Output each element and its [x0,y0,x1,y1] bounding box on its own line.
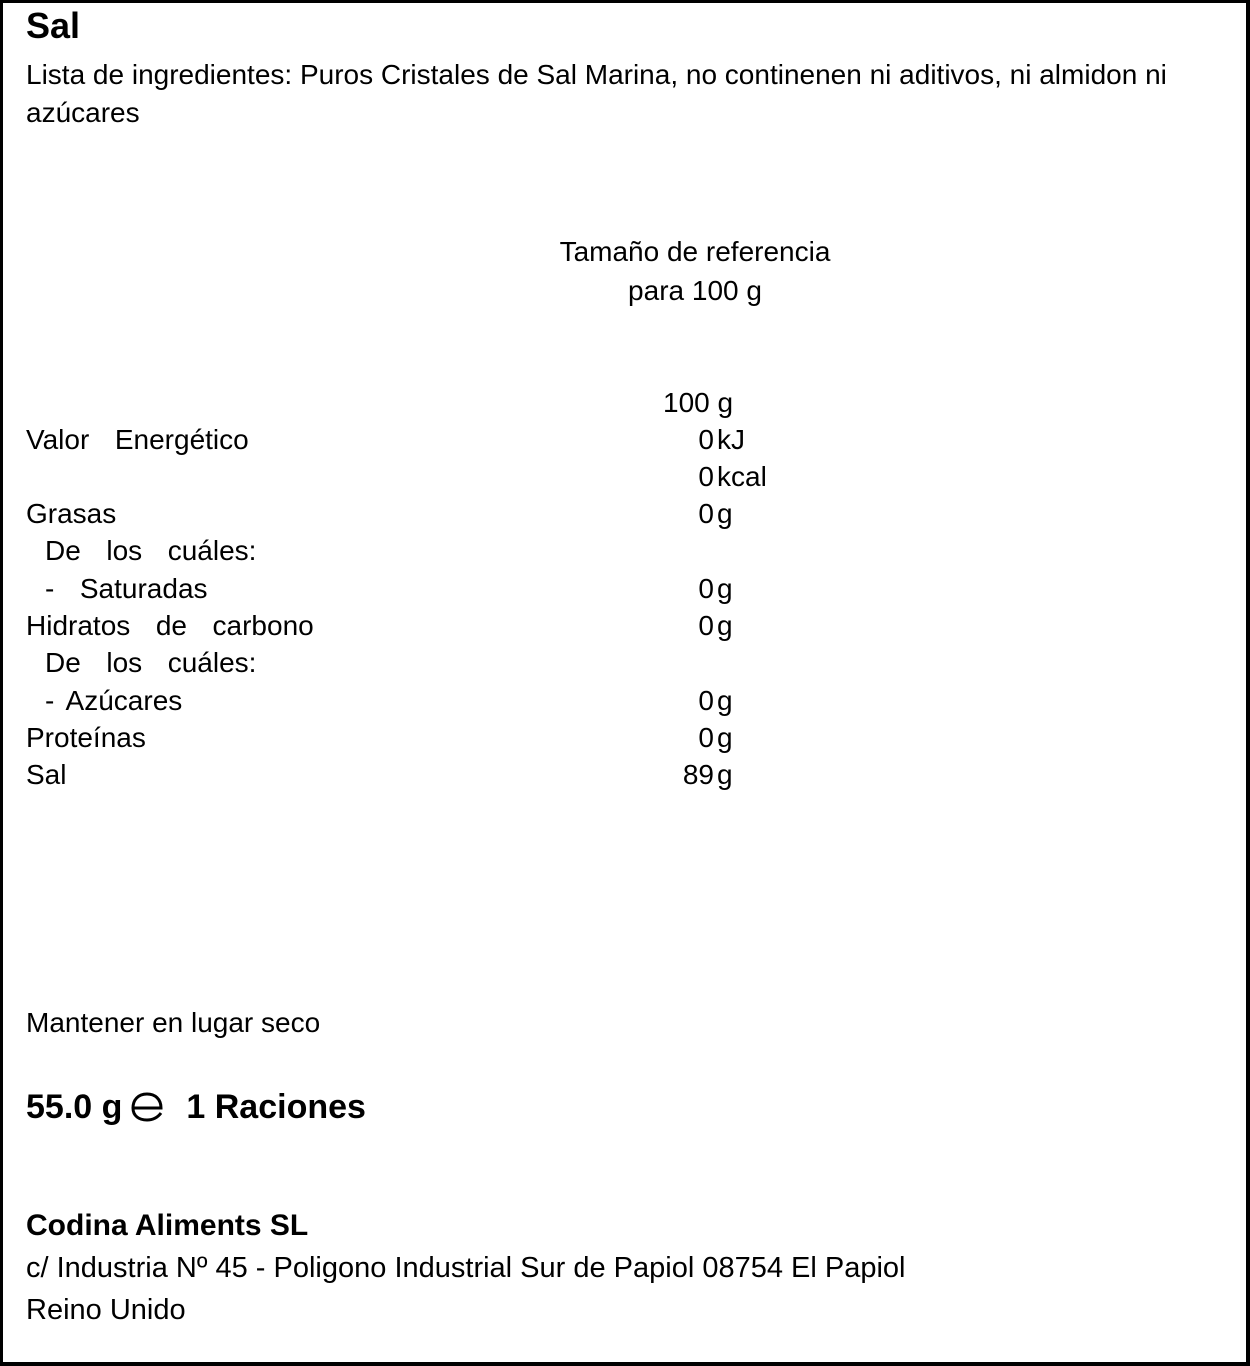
nutrition-label: Valor Energético [26,424,249,455]
nutrition-label: - Azúcares [45,685,183,716]
nutrition-unit: kJ [717,424,745,455]
ingredients-list: Lista de ingredientes: Puros Cristales de Sal Marina, no continenen ni aditivos, ni almidon ni azúcares [26,59,1167,128]
servings-count: 1 Raciones [186,1088,366,1126]
nutrition-label: De los cuáles: [45,535,257,566]
nutrition-label: Grasas [26,498,117,529]
nutrition-value: 0 [698,424,714,455]
nutrition-label: Proteínas [26,722,146,753]
net-amount: 55.0 g [26,1088,123,1126]
nutrition-value: 0 [698,498,714,529]
nutrition-unit: g [717,685,733,716]
reference-size-line2: para 100 g [628,275,762,306]
nutrition-unit: kcal [717,461,767,492]
company-address: c/ Industria Nº 45 - Poligono Industrial Sur de Papiol 08754 El Papiol [26,1252,906,1284]
nutrition-unit: g [717,610,733,641]
nutrition-value: 0 [698,685,714,716]
nutrition-row-fat [0,495,1250,532]
nutrition-value: 0 [698,461,714,492]
nutrition-value: 89 [682,759,714,790]
e-mark-icon [130,1090,164,1132]
nutrition-row-fat-of-which [0,532,1250,569]
nutrition-row-saturated [0,570,1250,607]
nutrition-row-energy-kj [0,421,1250,458]
nutrition-row-carbs-of-which [0,644,1250,681]
nutrition-row-sugars [0,682,1250,719]
nutrition-unit: g [717,498,733,529]
nutrition-row-protein [0,719,1250,756]
nutrition-label: De los cuáles: [45,647,257,678]
nutrition-value: 0 [698,573,714,604]
product-title: Sal [26,5,81,46]
nutrition-row-salt [0,756,1250,793]
company-name: Codina Aliments SL [26,1209,309,1242]
nutrition-label: - Saturadas [45,573,208,604]
nutrition-unit: g [717,722,733,753]
nutrition-row-energy-kcal [0,458,1250,495]
reference-size-header [445,232,945,310]
nutrition-label: Sal [26,759,67,790]
nutrition-unit: g [717,573,733,604]
nutrition-value: 0 [698,610,714,641]
company-country: Reino Unido [26,1294,186,1326]
net-quantity [26,1086,366,1132]
nutrition-unit: g [717,759,733,790]
nutrition-row-carbohydrates [0,607,1250,644]
nutrition-value: 0 [698,722,714,753]
nutrition-label: Hidratos de carbono [26,610,314,641]
nutrition-column-header: 100 g [663,387,734,418]
reference-size-line1: Tamaño de referencia [559,236,831,267]
storage-instructions: Mantener en lugar seco [26,1007,321,1038]
